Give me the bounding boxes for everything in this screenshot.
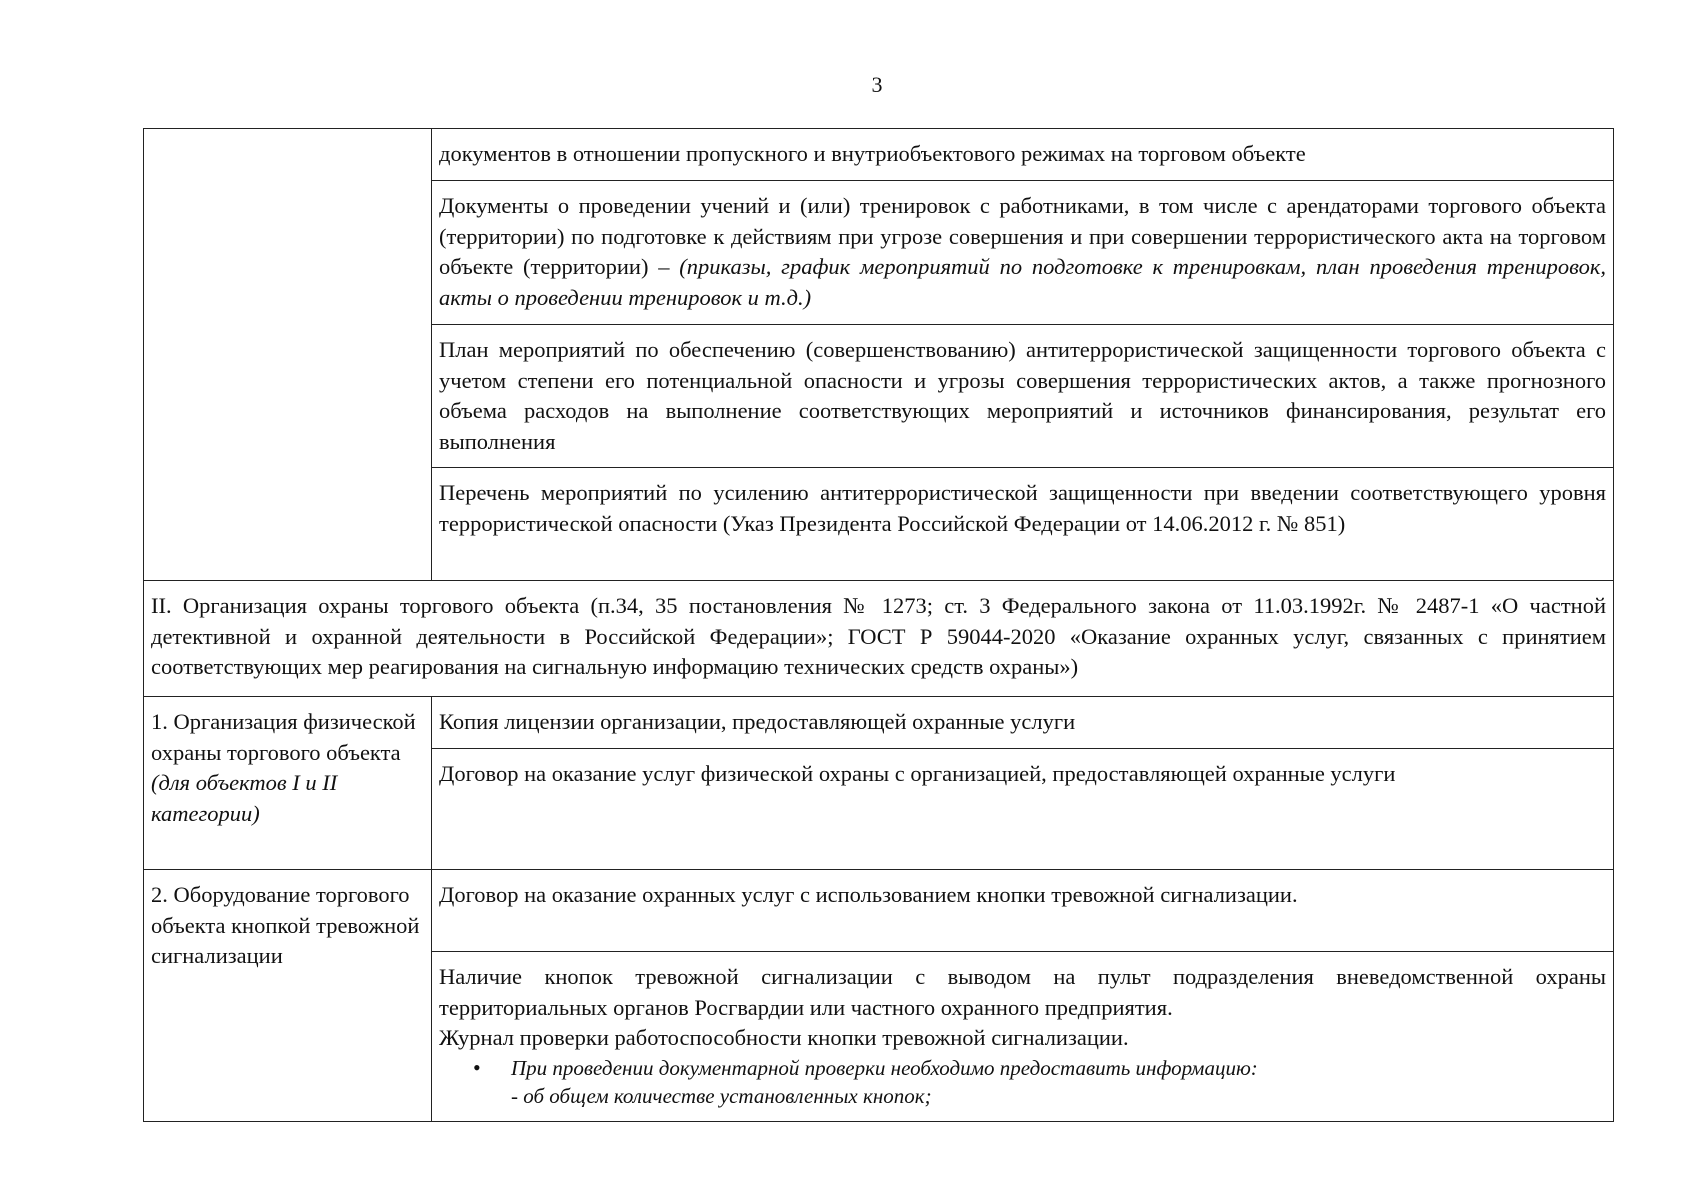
table-row: [144, 129, 1614, 181]
training-examples: (приказы, график мероприятий по подготовке к тренировкам, план проведения тренировок, акты о проведении тренировок и т.д.): [439, 254, 1606, 310]
item-title: 1. Организация физической охраны торгового объекта: [151, 709, 416, 765]
alarm-log-text: Журнал проверки работоспособности кнопки тревожной сигнализации.: [439, 1025, 1129, 1050]
doc-cell-plan-measures: План мероприятий по обеспечению (совершенствованию) антитеррористической защищенности торгового объекта с учетом степени его потенциальной опасности и угрозы совершения террористических актов, а также прогнозного объема расходов на выполнение соответствующих мероприятий и источников финансирования, результат его выполнения: [432, 325, 1614, 468]
training-text: Документы о проведении учений и (или) тренировок с работниками, в том числе с арендаторами торгового объекта (территории) по подготовке к действиям при угрозе совершения и при совершении террористического акта на торговом объекте (территории) –: [439, 193, 1606, 279]
inspection-info-list: [439, 1054, 1606, 1082]
requirements-table: [143, 128, 1614, 1122]
doc-cell-regime-documents: документов в отношении пропускного и внутриобъектового режимах на торговом объекте: [432, 129, 1614, 181]
list-sub-item: - об общем количестве установленных кнопок;: [511, 1083, 932, 1108]
alarm-availability-text: Наличие кнопок тревожной сигнализации с выводом на пульт подразделения вневедомственной охраны территориальных органов Росгвардии или частного охранного предприятия.: [439, 964, 1606, 1020]
doc-cell-training-documents: [432, 181, 1614, 325]
doc-cell-alarm-availability: [432, 952, 1614, 1122]
empty-left-cell: [144, 129, 432, 581]
table-row: [144, 870, 1614, 952]
item-alarm-button: 2. Оборудование торгового объекта кнопкой тревожной сигнализации: [144, 870, 432, 1122]
table-row: [144, 697, 1614, 749]
doc-cell-measures-list: Перечень мероприятий по усилению антитеррористической защищенности при введении соответствующего уровня террористической опасности (Указ Президента Российской Федерации от 14.06.2012 г. № 851): [432, 468, 1614, 581]
page-number: 3: [871, 72, 883, 97]
list-item: • При проведении документарной проверки необходимо предоставить информацию:: [439, 1054, 1606, 1082]
table-row: [144, 581, 1614, 697]
section-header-security: II. Организация охраны торгового объекта (п.34, 35 постановления № 1273; ст. 3 Федерального закона от 11.03.1992г. № 2487-1 «О частной детективной и охранной деятельности в Российской Федерации»; ГОСТ Р 59044-2020 «Оказание охранных услуг, связанных с принятием соответствующих мер реагирования на сигнальную информацию технических средств охраны»): [144, 581, 1614, 697]
doc-cell-security-contract: Договор на оказание услуг физической охраны с организацией, предоставляющей охранные услуги: [432, 749, 1614, 870]
doc-cell-license-copy: Копия лицензии организации, предоставляющей охранные услуги: [432, 697, 1614, 749]
item-note: (для объектов I и II категории): [151, 770, 338, 826]
item-physical-security: [144, 697, 432, 870]
doc-cell-alarm-contract: Договор на оказание охранных услуг с использованием кнопки тревожной сигнализации.: [432, 870, 1614, 952]
